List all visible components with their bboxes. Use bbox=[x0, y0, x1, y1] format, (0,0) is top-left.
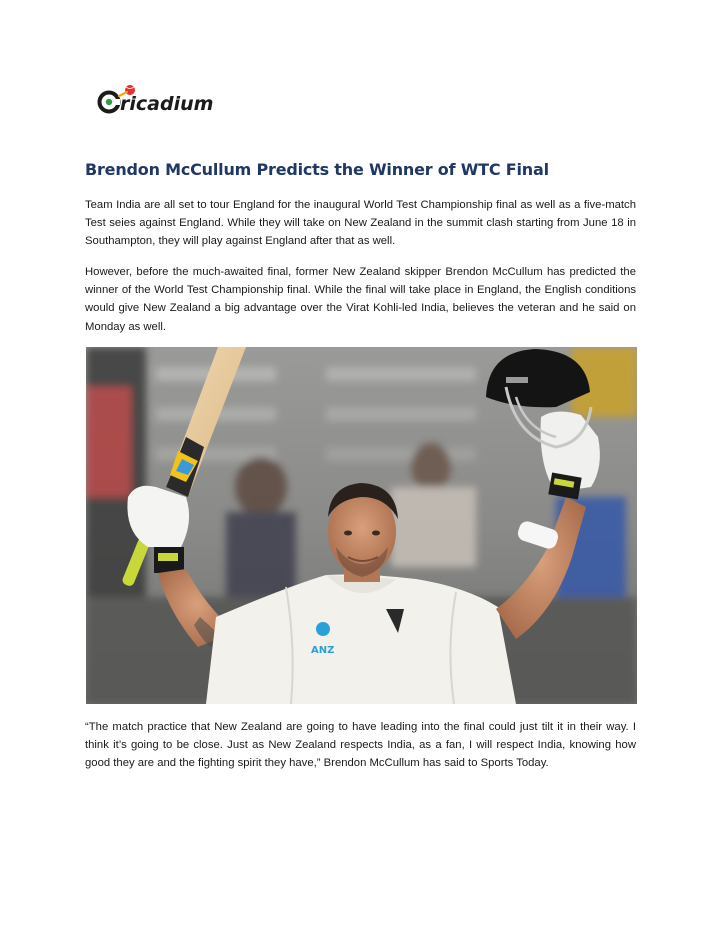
jersey-logo-text: ANZ bbox=[311, 645, 335, 656]
article-photo bbox=[86, 347, 637, 704]
cricadium-logo[interactable] bbox=[97, 83, 227, 119]
article-paragraph-3: “The match practice that New Zealand are going to have leading into the final could just tilt it in their way. I think it’s going to be close. Just as New Zealand respects India, as a fan, I will respect India, knowing how good they are and the fighting spirit they have,” Brendon McCullum has said to Sports Today. bbox=[85, 721, 636, 770]
article-title: Brendon McCullum Predicts the Winner of WTC Final bbox=[85, 160, 549, 179]
article-paragraph-1: Team India are all set to tour England for the inaugural World Test Championship final as well as a five-match Test seies against England. While they will take on New Zealand in the summit clash starting from June 18 in Southampton, they will play against England after that as well. bbox=[85, 199, 636, 248]
article-paragraph-2: However, before the much-awaited final, former New Zealand skipper Brendon McCullum has predicted the winner of the World Test Championship final. While the final will take place in England, the English conditions would give New Zealand a big advantage over the Virat Kohli-led India, believes the veteran and he said on Monday as well. bbox=[85, 266, 636, 333]
logo-wordmark: ricadium bbox=[120, 93, 214, 115]
cricadium-logo-mark bbox=[97, 83, 227, 119]
